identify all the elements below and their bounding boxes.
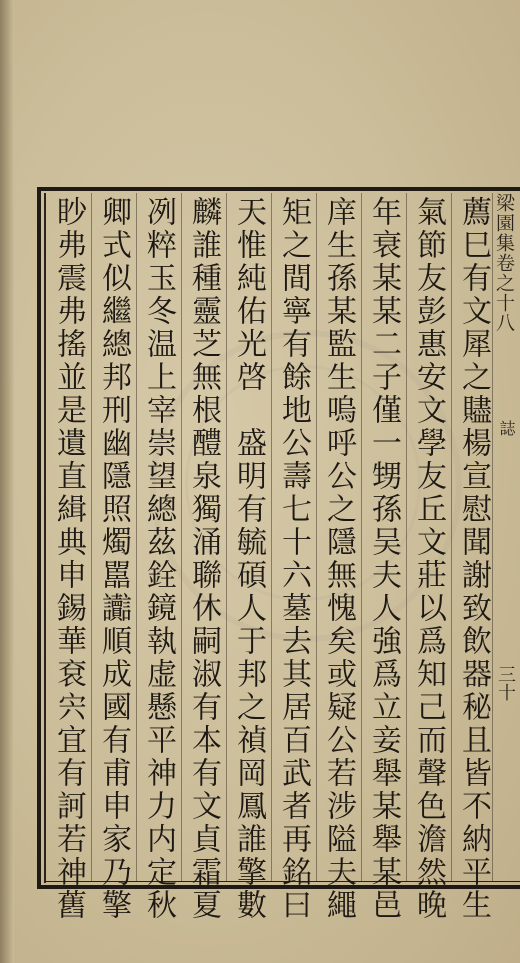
- text-column-2: 氣節友彭惠安文學友丘文莊以爲知己而聲色澹然晚: [411, 196, 446, 922]
- text-column-9: 卿式似繼總邦刑幽隱照燭嚚讟順成國有甫申家乃擎: [96, 196, 131, 922]
- text-column-6: 天惟純佑光啓 盛明有毓碩人于邦之禎岡鳳誰擎數: [231, 196, 266, 922]
- column-separator: [136, 193, 137, 881]
- column-separator: [316, 193, 317, 881]
- text-column-5: 矩之間寧有餘地公壽七十六墓去其居百武者再銘曰: [276, 196, 311, 922]
- column-separator: [271, 193, 272, 881]
- text-column-10: 眇弗震弗搖並是遺直緝典申錫華袞宍宜有訶若神舊: [51, 196, 86, 922]
- column-separator: [361, 193, 362, 881]
- text-column-8: 冽粹玉冬温上宰崇望總茲銓鏡執虚懸平神力内定秋: [141, 196, 176, 922]
- page-left-edge: [0, 0, 14, 963]
- margin-page-number: 三十: [495, 665, 516, 701]
- margin-section-label: 誌: [497, 420, 516, 436]
- text-column-7: 麟誰種靈芝無根醴泉獨涌聯休嗣淑有本有文貞霜夏: [186, 196, 221, 922]
- frame-inner-rule: [44, 193, 46, 883]
- text-column-4: 庠生孫某監生嗚呼公之隱無愧矣或疑公若涉隘夫繩: [321, 196, 356, 922]
- column-separator: [451, 193, 452, 881]
- text-column-3: 年衰某某二子僅一甥孫吴夫人強爲立妾舉某舉某邑: [366, 196, 401, 922]
- column-separator: [181, 193, 182, 881]
- column-separator: [226, 193, 227, 881]
- margin-book-title: 梁園集卷之十八: [493, 193, 515, 333]
- column-separator: [492, 193, 493, 881]
- column-separator: [406, 193, 407, 881]
- text-column-1: 薦巳有文犀之贐楊宣慰聞謝致飲器秘且皆不納平生: [456, 196, 491, 922]
- column-separator: [91, 193, 92, 881]
